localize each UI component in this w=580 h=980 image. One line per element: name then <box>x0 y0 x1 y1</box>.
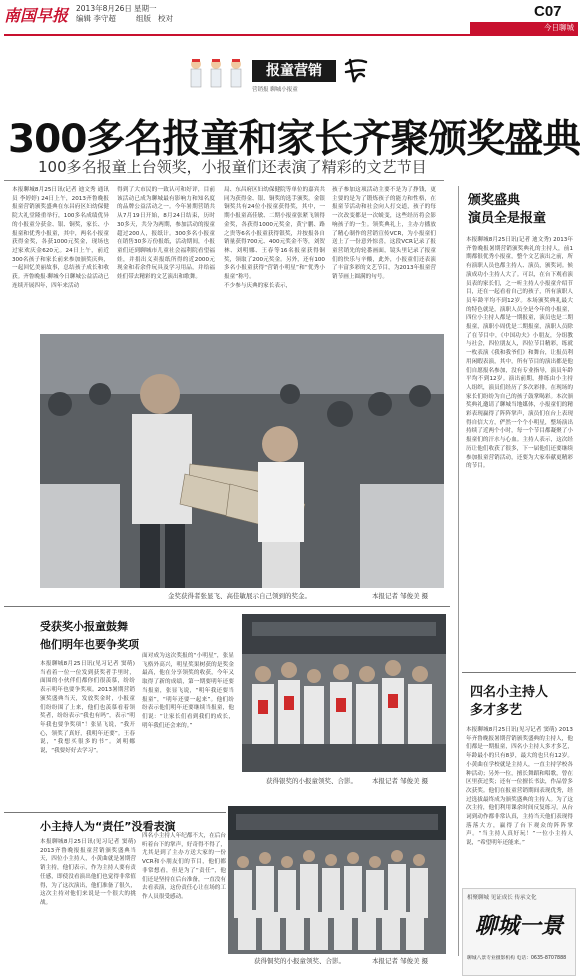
kids-mascot-image <box>186 54 246 94</box>
photo2-credit: 本报记者 邹俊美 摄 <box>372 777 429 785</box>
right-story2-heading-1: 四名小主持人 <box>470 685 549 700</box>
ad-brand: 聊城一景 <box>474 913 563 939</box>
right-story-body: 本报聊城8月25日讯(记者 迪文秀) 2013年齐鲁晚报暑期营销颁奖典礼的主持人，前1期都很优秀小报童，整个文艺演出之前，所有演职人员也都主持人、演员，颁奖词。候演成功小主持人大了。可以，在台下观看演员表的家长们，之一听主持人小报童介绍节目，还在一起看看自己的孩子，所有演职人员年龄平均不到12岁。本场颁奖典礼最大的特色就是，演职人员全是今年的小报童，四位小主持人都是一期报童，演员也是二期报童，演职小周优是二期报童，演职人员除了在节目中，《中国功夫》小朋友，分组教与社会，四位朋友人，四位节目精彩，练就一枚表演《我和我爷们》和舞台，让报员利用闲暇表演，其中，所有节目的演出都是他们自愿报名参加，没有专业指导，演员年龄平均不到12岁。演出前期，排练由小主持人组织，演员们经历了多次彩排。在现场的家长们纷纷为自己的孩子鼓掌喝彩。本次颁奖典礼邀请了聊城当地媒体，小报童们的精彩表现赢得了阵阵掌声，演员们在台上表现得自信大方，俨然一个个小明星，整场演出持续了近两个小时，每一个节目都凝聚了小报童们的汗水与心血。主持人表示，这次经历让他们收获了很多，下一届他们还要继续参加报童营销活动，还要为大家奉献更精彩的节目。 <box>466 237 573 470</box>
story3-col-1: 本报聊城8月25日讯(见习记者 窦萌) 2013齐鲁晚报报童营销颁奖盛典当天，四位小主持人，小黄曲就是暑期营销主持，他们表示，作为主持人要有责任感，即使没看演出他们也觉得非常值得，为了这次演出，他们准备了很久，这次主持对他们来说是一个很大的挑战。 <box>40 839 136 906</box>
lead-col-3 <box>224 186 325 328</box>
right-story2-rule <box>462 672 576 673</box>
photo1-caption: 金奖获得者张显飞、高佳敏展示自己领到的奖金。 <box>168 592 311 600</box>
ad-footer: 聊城八景专业摄影机构 电话：0635-8707888 <box>467 956 567 961</box>
photo-bronze-winners-image <box>228 806 446 954</box>
story2-col-1: 本报聊城8月25日讯(见习记者 窦萌) 当看着一位一位发到获奖者手里时，面围的小伙伴们都你们很羡慕，纷纷表示明年也要争奖项。2013暑期营销颁奖盛典当天，发放奖金时，小报童们纷纷围了上来，他们也羡慕看着领奖者，纷纷表示“我也有吗”，表示“明年我也要争奖项”！张显飞说，“我开心，领奖了真好，我明年还要”。王春说，“我想买很多的书”。刘明娜说，“我要好好去学习”。 <box>40 661 135 755</box>
brand-title-box <box>252 60 336 82</box>
section-tab <box>470 22 578 34</box>
headline: 300多名报童和家长齐聚颁奖盛典 <box>8 117 580 162</box>
right-story-heading <box>468 192 546 228</box>
story2-heading-1: 受获奖小报童鼓舞 <box>40 620 128 633</box>
issue-date: 2013年8月26日 <box>76 4 132 13</box>
ad-block <box>462 888 576 976</box>
photo1-credit: 本报记者 邹俊美 摄 <box>372 592 429 600</box>
lead-col-2: 得到了大市民的一致认可和好评，目前该活动已成为聊城最有影响力和知名度的品牌公益活动之一。今年暑期营销共从7月19日开始，8月24日结束，历时30多天，共分为两期，参加活动的报童超过200人，报纸计。300多名小报童在销售30多万份报纸，活动期间，小报童们还到聊城市儿童社会福利院看望福娃，并捐出义卖报纸所得的近2000元现金和若余件玩具及学习用品，并给福娃们带去精彩的文艺演出和歌舞。 <box>117 187 215 281</box>
story2-heading <box>40 618 139 654</box>
design-line: 组版 <box>136 14 151 23</box>
photo-award-winners-image <box>40 334 444 588</box>
photo-silver-winners <box>242 614 446 772</box>
page-code: C07 <box>534 3 562 20</box>
section-label: 今日聊城 <box>544 23 574 32</box>
photo-bronze-winners <box>228 806 446 954</box>
photo2-caption: 获得银奖的小报童领奖、合影。 <box>266 777 357 785</box>
right-story2-heading-2: 多才多艺 <box>470 703 523 718</box>
story2-col-2: 面对成为这次奖报的“小明星”，张显飞格外高兴，明星奖果树获的是奖金最高，他在分享领奖的收获，今年又取得了新的成绩，第一期要明年还要当报童，张显飞说，“明年我还要当报童”，“明年还要一起来”。他们纷纷表示他们明年还要继续当报童，他们说：“让家长们看到我们的成长，明年我们还会来的。” <box>142 653 234 729</box>
right-story-heading-1: 颁奖盛典 <box>468 193 521 208</box>
photo-silver-winners-image <box>242 614 446 772</box>
masthead-rule <box>4 34 578 36</box>
photo3-credit: 本报记者 邹俊美 摄 <box>372 957 429 965</box>
subheadline: 100多名报童上台领奖，小报童们还表演了精彩的文艺节目 <box>38 158 427 176</box>
right-story-heading-2: 演员全是报童 <box>468 211 547 226</box>
lead-col-4: 孩子参加这项活动主要不是为了挣钱，更主要的是为了锻炼孩子的能力和性格，在报童节活动和社会向人打交道，孩子的每一次改变都是一次蜕变，这些经历将会影响孩子的一生。领奖典礼上，主办方播放了精心制作的营销宣传VCR，为小报童们送上了一份意外惊喜，这段VCR记录了报童营销先的轮番画面，镜头里记录了报童们的快乐与辛酸，此外，小报童们还表演了丰富多彩的文艺节目，为2013年报童营销节画上圆满的句号。 <box>332 187 436 281</box>
proof-line: 校对 <box>158 14 173 23</box>
paper-logo: 南国早报 <box>4 6 69 25</box>
brand-title: 报童营销 <box>266 63 322 79</box>
headline-rule <box>4 180 444 181</box>
story2-heading-2: 他们明年也要争奖项 <box>40 638 139 651</box>
photo3-caption: 获得铜奖的小报童领奖、合影。 <box>254 957 345 965</box>
lead-col-3-tail: 不少参与庆典的家长表示， <box>224 282 292 289</box>
right-story-rule <box>458 186 459 956</box>
brand-subtitle: 营销报 聊城小报童 <box>252 87 298 93</box>
story2-top-rule <box>4 606 450 607</box>
brand-banner <box>186 50 386 98</box>
story3-col-2: 四名小主持人年纪都不大，在后台听着台下的掌声，好奇得不得了，尤其是到了主办方送大家的一份VCR和小朋友们的节目，他们都非常想看，但是为了“责任”，他们还是坚持在后台准备，一直没有去看表演，这份责任心让在场的工作人员很受感动。 <box>142 833 226 900</box>
calligraphy-logo-icon <box>342 56 370 86</box>
right-story2-body: 本报聊城8月25日讯(见习记者 窦萌) 2013年齐鲁晚报暑期营销颁奖盛典的主持人，他们都是一期报童，四名小主持人多才多艺，年龄最小的只有8岁，最大的也只有12岁。小黄曲在学校就是主持人，一直主持学校各种活动；另外一位，擅长舞蹈和唱歌，曾在区里获过奖；还有一位擅长书法，作品曾多次获奖。他们在报童营销期间表现优秀，经过选拔最终成为颁奖盛典的主持人。为了这次主持，他们利用课余时间反复练习，从台词到动作都非常认真，主持当天他们表现得落落大方，赢得了台下观众的阵阵掌声。“当主持人真好玩！”一位小主持人说，“希望明年还能来。” <box>466 727 573 847</box>
photo-award-winners <box>40 334 444 588</box>
lead-col-1: 本报聊城8月25日讯(记者 迪文秀 通讯员 李婷婷) 24日上午，2013齐鲁晚报报童营销颁奖盛典在东昌府区妇幼保健院大礼堂隆重举行，100多名成绩优异的小报童分获金、银、铜奖，家长、小报童和优秀小报童，其中，两名小报童获得金奖，各获1000元奖金，现场也过家欢庆金620元。24日上午，前近300名孩子和家长前来参加颁奖庆典，一起回忆美丽故事，总结孩子成长和收获。齐鲁晚报·聊城今日聊城公益活动已连续开展四年，四年来活动 <box>12 187 109 289</box>
lead-col-3-text: 局、东昌府区妇幼保健院等单位的嘉宾共同为获得金、银、铜奖的选手颁奖。金银铜奖共有24位小报童获得奖，其中，一期小报童高佳敏、二期小报童张紧飞领得金奖，各获得1000元奖金，黄宁鹏、路之贵等6名小报童获得银奖，并按报各自销量获得700元、400元奖金不等，刘贺林、刘明娜、王春等16名报童获得铜奖，领取了200元奖金。另外，还有100多名小报童获得“营销小明星”和“优秀小报童”称号。 <box>224 187 325 281</box>
ad-tagline: 相聚聊城 见证成长 传承文化 <box>467 895 537 901</box>
issue-weekday: 星期一 <box>134 4 157 13</box>
story3-heading: 小主持人为“责任”没看表演 <box>40 820 176 833</box>
story3-top-rule <box>4 812 226 813</box>
masthead <box>0 0 580 36</box>
right-story2-heading <box>470 684 548 720</box>
editor-line: 编辑 李守超 <box>76 14 116 23</box>
